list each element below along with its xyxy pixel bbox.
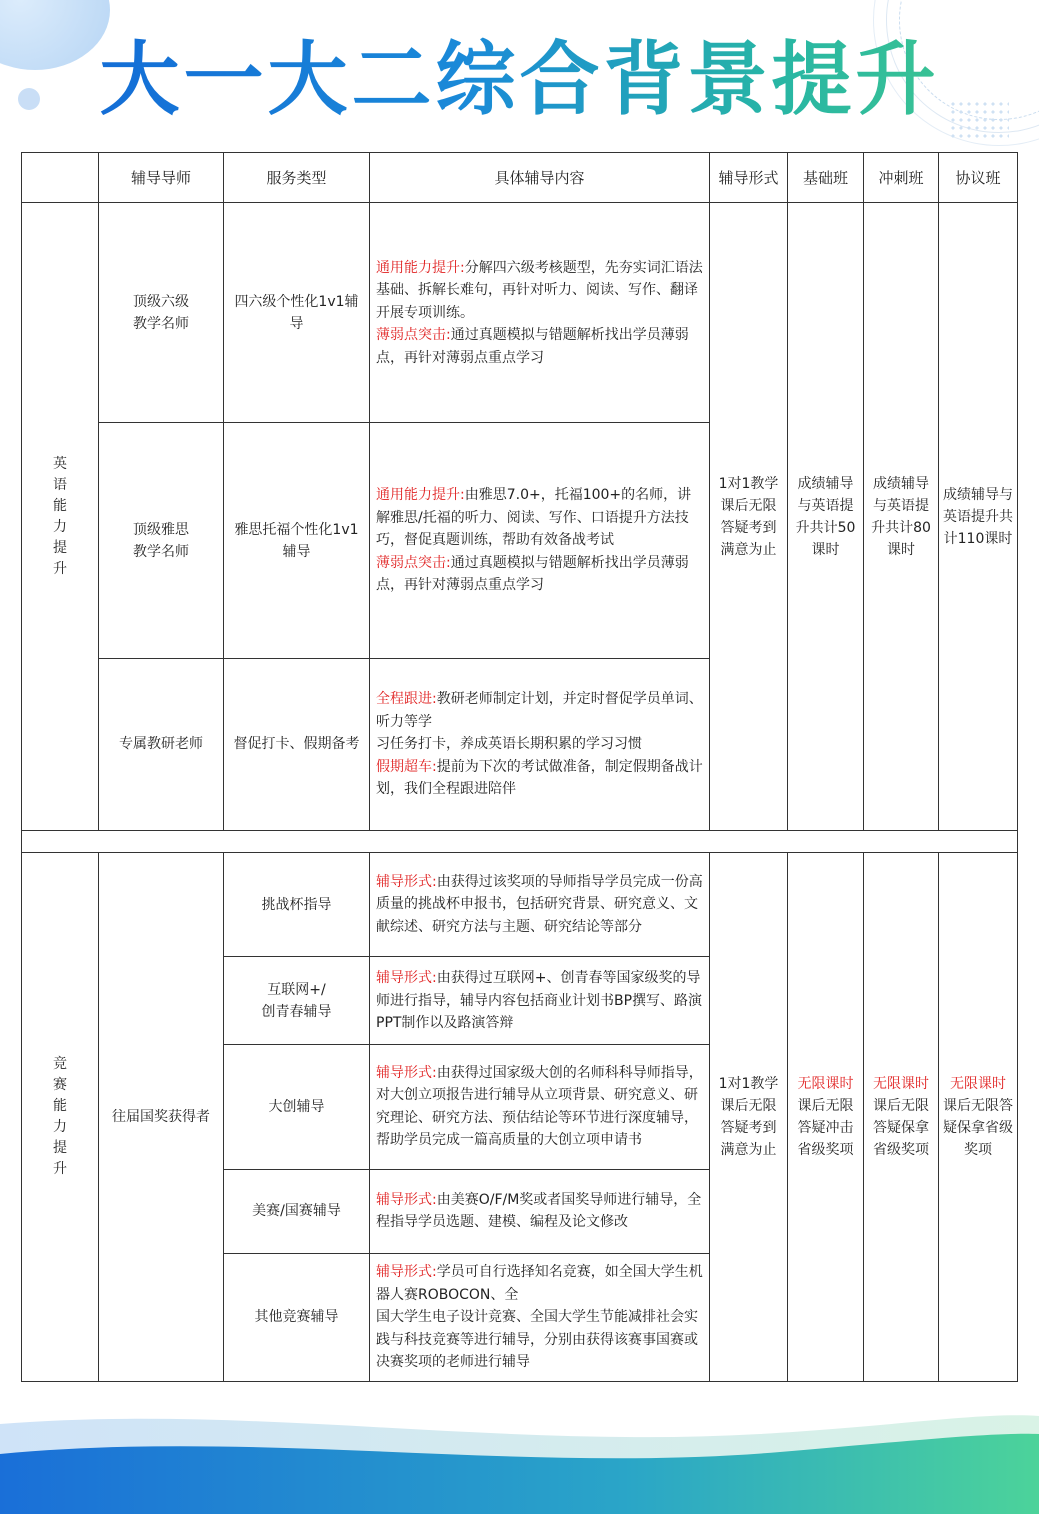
- content-label: 假期超车:: [376, 758, 437, 775]
- category-char: 竞: [53, 1056, 67, 1073]
- content-text: 由获得过互联网+、创青春等国家级奖的导师进行指导，辅导内容包括商业计划书BP撰写、路演PPT制作以及路演答辩: [376, 970, 703, 1032]
- category-char: 提: [53, 539, 67, 556]
- category-char: 力: [53, 1119, 67, 1136]
- category-char: 英: [53, 455, 67, 472]
- category-char: 升: [53, 1161, 67, 1178]
- header-cell: [22, 153, 99, 203]
- agreement-cell: 成绩辅导与英语提升共计110课时: [939, 203, 1018, 831]
- service-cell: 雅思托福个性化1v1辅导: [224, 423, 370, 658]
- content-label: 辅导形式:: [376, 1191, 437, 1208]
- content-label: 辅导形式:: [376, 1264, 437, 1281]
- table-row: [22, 203, 1018, 423]
- category-char: 力: [53, 518, 67, 535]
- content-item: [376, 484, 703, 552]
- content-text: 通过真题模拟与错题解析找出学员薄弱点，再针对薄弱点重点学习: [376, 327, 689, 366]
- content-item: [376, 1062, 703, 1152]
- content-item: [376, 552, 703, 597]
- form-cell: 1对1教学课后无限答疑考到满意为止: [710, 853, 788, 1382]
- section-divider: [22, 831, 1018, 853]
- content-label: 通用能力提升:: [376, 259, 465, 276]
- content-label: 薄弱点突击:: [376, 554, 451, 571]
- header-service-type: 服务类型: [224, 153, 370, 203]
- header-agreement: 协议班: [939, 153, 1018, 203]
- content-cell: [370, 853, 710, 957]
- content-cell: [370, 203, 710, 423]
- content-item: [376, 871, 703, 939]
- category-char: 赛: [53, 1077, 67, 1094]
- content-text: 通过真题模拟与错题解析找出学员薄弱点，再针对薄弱点重点学习: [376, 554, 689, 594]
- content-cell: [370, 1169, 710, 1253]
- content-text: 由美赛O/F/M奖或者国奖导师进行辅导，全程指导学员选题、建模、编程及论文修改: [376, 1191, 702, 1231]
- content-cell: [370, 423, 710, 658]
- unlimited-hours-highlight: 无限课时: [950, 1076, 1006, 1093]
- content-text: 提前为下次的考试做准备，制定假期备战计划，我们全程跟进陪伴: [376, 758, 703, 798]
- service-cell: 互联网+/ 创青春辅导: [224, 957, 370, 1045]
- content-item: [376, 257, 703, 325]
- category-char: 提: [53, 1140, 67, 1157]
- sprint-cell: 成绩辅导与英语提升共计80课时: [864, 203, 939, 831]
- category-char: 升: [53, 560, 67, 577]
- content-item: [376, 756, 703, 801]
- header-form: 辅导形式: [710, 153, 788, 203]
- content-text: 学员可自行选择知名竞赛，如全国大学生机器人赛ROBOCON、全 国大学生电子设计竞赛、全国大学生节能减排社会实践与科技竞赛等进行辅导，分别由获得该赛事国赛或决赛奖项的老师进行辅导: [376, 1264, 703, 1371]
- content-item: [376, 688, 703, 756]
- service-cell: 大创辅导: [224, 1045, 370, 1169]
- content-item: [376, 324, 703, 369]
- content-text: 由获得过国家级大创的名师科科导师指导，对大创立项报告进行辅导从立项背景、研究意义、研究理论、研究方法、预估结论等环节进行深度辅导，帮助学员完成一篇高质量的大创立项申请书: [376, 1064, 703, 1149]
- header-basic: 基础班: [788, 153, 864, 203]
- table-row: [22, 853, 1018, 957]
- page-title: 大一大二综合背景提升: [0, 30, 1039, 130]
- service-cell: 其他竞赛辅导: [224, 1253, 370, 1381]
- content-text: 由获得过该奖项的导师指导学员完成一份高质量的挑战杯申报书，包括研究背景、研究意义、文献综述、研究方法与主题、研究结论等部分: [376, 873, 703, 935]
- service-cell: 美赛/国赛辅导: [224, 1169, 370, 1253]
- tutor-cell: 顶级雅思 教学名师: [99, 423, 224, 658]
- content-label: 薄弱点突击:: [376, 327, 451, 343]
- service-cell: 四六级个性化1v1辅导: [224, 203, 370, 423]
- content-cell: [370, 957, 710, 1045]
- basic-cell: [788, 853, 864, 1382]
- unlimited-hours-highlight: 无限课时: [873, 1076, 929, 1093]
- agreement-cell: [939, 853, 1018, 1382]
- decorative-wave: [0, 1404, 1039, 1514]
- header-tutor: 辅导导师: [99, 153, 224, 203]
- service-table: [21, 152, 1018, 1382]
- content-text: 分解四六级考核题型，先夯实词汇语法基础、拆解长难句，再针对听力、阅读、写作、翻译开展专项训练。: [376, 259, 703, 321]
- category-competition: [22, 853, 99, 1382]
- tutor-cell: 顶级六级 教学名师: [99, 203, 224, 423]
- content-cell: [370, 658, 710, 830]
- content-text: 由雅思7.0+，托福100+的名师，讲解雅思/托福的听力、阅读、写作、口语提升方法技巧，督促真题训练，帮助有效备战考试: [376, 487, 692, 549]
- content-item: [376, 1189, 703, 1234]
- tutor-cell: 专属教研老师: [99, 658, 224, 830]
- content-item: [376, 1261, 703, 1374]
- content-label: 全程跟进:: [376, 691, 437, 708]
- content-label: 辅导形式:: [376, 873, 437, 890]
- basic-cell: 成绩辅导与英语提升共计50课时: [788, 203, 864, 831]
- plan-description: 课后无限答疑保拿省级奖项: [873, 1098, 929, 1159]
- header-row: [22, 153, 1018, 203]
- plan-description: 课后无限答疑冲击省级奖项: [797, 1098, 854, 1159]
- category-char: 能: [53, 1098, 67, 1115]
- service-cell: 督促打卡、假期备考: [224, 658, 370, 830]
- header-sprint: 冲刺班: [864, 153, 939, 203]
- content-label: 通用能力提升:: [376, 487, 465, 504]
- category-char: 语: [53, 476, 67, 493]
- service-cell: 挑战杯指导: [224, 853, 370, 957]
- unlimited-hours-highlight: 无限课时: [797, 1076, 854, 1093]
- sprint-cell: [864, 853, 939, 1382]
- header-content: 具体辅导内容: [370, 153, 710, 203]
- content-item: [376, 967, 703, 1035]
- category-char: 能: [53, 497, 67, 514]
- category-english: [22, 203, 99, 831]
- content-cell: [370, 1253, 710, 1381]
- content-text: 教研老师制定计划，并定时督促学员单词、听力等学 习任务打卡，养成英语长期积累的学习习惯: [376, 691, 703, 753]
- form-cell: 1对1教学课后无限答疑考到满意为止: [710, 203, 788, 831]
- tutor-cell: 往届国奖获得者: [99, 853, 224, 1382]
- plan-description: 课后无限答疑保拿省级奖项: [943, 1098, 1013, 1159]
- content-cell: [370, 1045, 710, 1169]
- content-label: 辅导形式:: [376, 970, 437, 987]
- content-label: 辅导形式:: [376, 1064, 437, 1081]
